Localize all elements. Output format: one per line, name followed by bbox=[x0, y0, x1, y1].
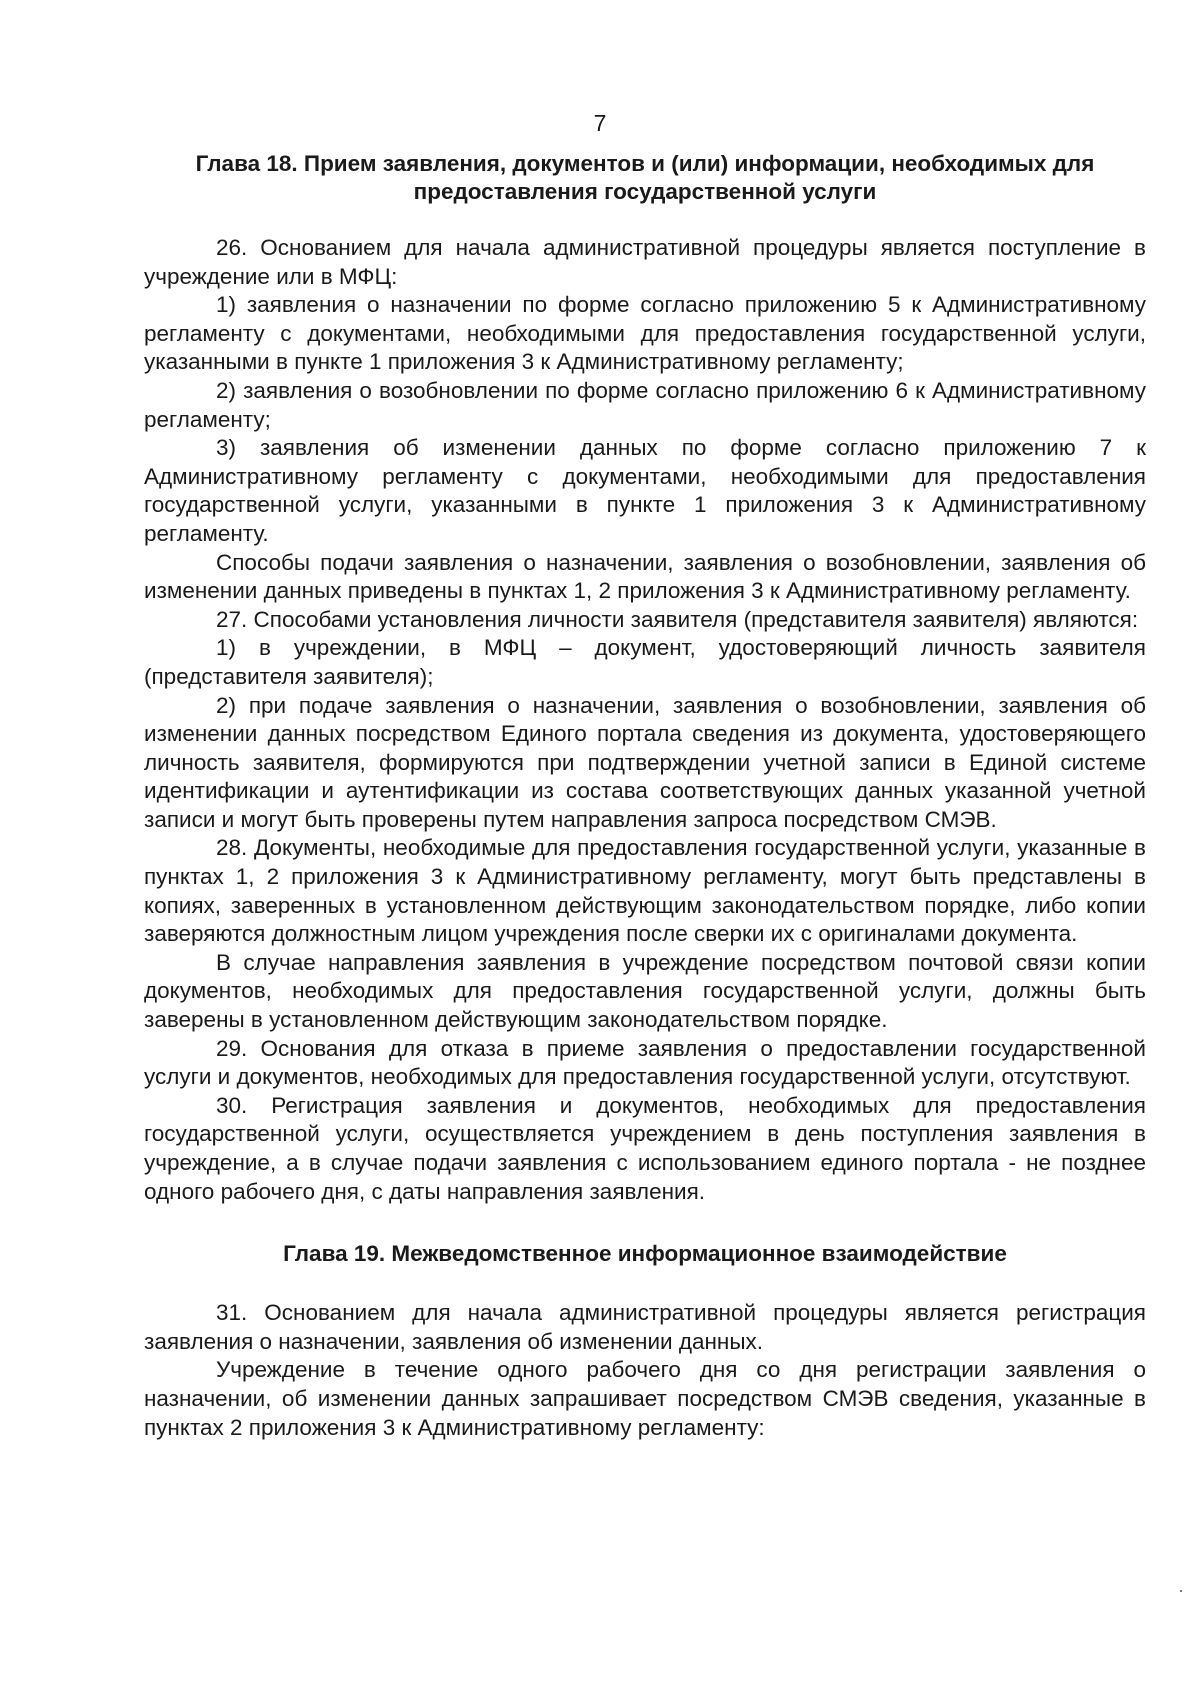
paragraph-27: 27. Способами установления личности заявителя (представителя заявителя) являются: bbox=[216, 606, 1139, 632]
chapter-19-section bbox=[144, 1299, 1146, 1442]
paragraph-27-item-1: 1) в учреждении, в МФЦ – документ, удостоверяющий личность заявителя (представителя заявителя); bbox=[144, 635, 1146, 689]
page-number: 7 bbox=[593, 110, 607, 136]
chapter-18-heading bbox=[144, 150, 1146, 206]
paragraph-postal-copies: В случае направления заявления в учреждение посредством почтовой связи копии документов, необходимых для предоставления государственной услуги, должны быть заверены в установленном действующим законодательством порядке. bbox=[144, 949, 1146, 1033]
paragraph-30: 30. Регистрация заявления и документов, необходимых для предоставления государственной услуги, осуществляется учреждением в день поступления заявления в учреждение, а в случае подачи заявления с использованием единого портала - не позднее одного рабочего дня, с даты направления заявления. bbox=[144, 1092, 1146, 1204]
paragraph-26-item-2: 2) заявления о возобновлении по форме согласно приложению 6 к Административному регламенту; bbox=[144, 377, 1146, 432]
chapter-18-section bbox=[144, 234, 1146, 1206]
scan-speck bbox=[1180, 1590, 1182, 1592]
paragraph-26-item-1: 1) заявления о назначении по форме согласно приложению 5 к Административному регламенту с документами, необходимыми для предоставления государственной услуги, указанными в пункте 1 приложения 3 к Административному регламенту; bbox=[144, 292, 1146, 375]
chapter-18-heading-line-1: Глава 18. Прием заявления, документов и (или) информации, необходимых для bbox=[195, 151, 1095, 176]
paragraph-27-item-2: 2) при подаче заявления о назначении, заявления о возобновлении, заявления об изменении данных посредством Единого портала сведения из документа, удостоверяющего личность заявителя, формируются при подтверждении учетной записи в Единой системе идентификации и аутентификации из состава соответствующих данных указанной учетной записи и могут быть проверены путем направления запроса посредством СМЭВ. bbox=[144, 692, 1146, 832]
paragraph-submission-methods: Способы подачи заявления о назначении, заявления о возобновлении, заявления об изменении данных приведены в пунктах 1, 2 приложения 3 к Административному регламенту. bbox=[144, 549, 1146, 604]
chapter-19-heading: Глава 19. Межведомственное информационное взаимодействие bbox=[283, 1241, 1007, 1267]
paragraph-29: 29. Основания для отказа в приеме заявления о предоставлении государственной услуги и документов, необходимых для предоставления государственной услуги, отсутствуют. bbox=[144, 1035, 1146, 1090]
paragraph-interagency-request: Учреждение в течение одного рабочего дня со дня регистрации заявления о назначении, об изменении данных запрашивает посредством СМЭВ сведения, указанные в пунктах 2 приложения 3 к Административному регламенту: bbox=[144, 1357, 1146, 1440]
document-body bbox=[144, 150, 1146, 1442]
paragraph-31: 31. Основанием для начала административной процедуры является регистрация заявления о назначении, заявления об изменении данных. bbox=[144, 1300, 1146, 1354]
paragraph-26: 26. Основанием для начала административной процедуры является поступление в учреждение или в МФЦ: bbox=[144, 235, 1146, 289]
paragraph-26-item-3: 3) заявления об изменении данных по форме согласно приложению 7 к Административному регламенту с документами, необходимыми для предоставления государственной услуги, указанными в пункте 1 приложения 3 к Административному регламенту. bbox=[144, 435, 1146, 546]
chapter-18-heading-line-2: предоставления государственной услуги bbox=[413, 179, 877, 204]
paragraph-28: 28. Документы, необходимые для предоставления государственной услуги, указанные в пунктах 1, 2 приложения 3 к Административному регламенту, могут быть представлены в копиях, заверенных в установленном действующим законодательством порядке, либо копии заверяются должностным лицом учреждения после сверки их с оригиналами документа. bbox=[144, 835, 1146, 947]
